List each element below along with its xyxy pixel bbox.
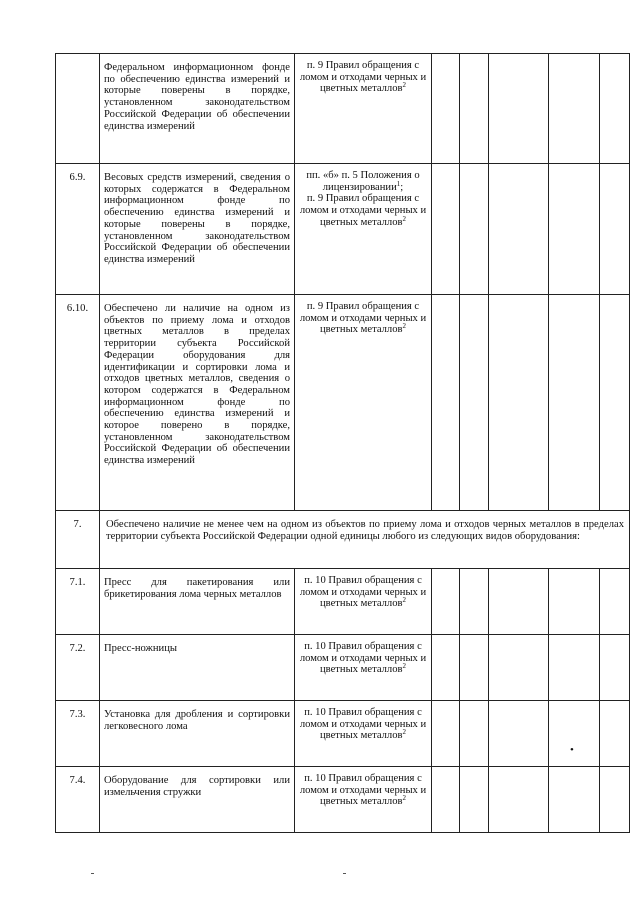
legal-reference (295, 701, 432, 767)
answer-cell (600, 635, 630, 701)
answer-cell (460, 164, 489, 295)
answer-cell (432, 164, 460, 295)
table-row (56, 54, 630, 164)
reference-item (297, 575, 429, 610)
answer-cell (460, 54, 489, 164)
requirement-text: Весовых средств измерений, сведения о которых содержатся в Федеральном информационном фонде по обеспечению единства измерений и которые поверены в порядке, установленном законодательством Российской Федерации об обеспечении единства измерений (100, 164, 295, 295)
scan-speck (343, 873, 346, 874)
reference-item (297, 60, 429, 95)
row-number: 6.9. (56, 164, 100, 295)
answer-cell (432, 635, 460, 701)
answer-cell (549, 635, 600, 701)
row-number: 7.3. (56, 701, 100, 767)
legal-reference (295, 767, 432, 833)
answer-cell (600, 569, 630, 635)
reference-item (297, 641, 429, 676)
requirement-text: Пресс-ножницы (100, 635, 295, 701)
reference-text: пп. «б» п. 5 Положения о лицензировании (306, 170, 420, 193)
reference-text: п. 10 Правил обращения с ломом и отходами черных и цветных металлов (299, 773, 427, 808)
answer-cell (600, 767, 630, 833)
answer-cell (549, 295, 600, 511)
scan-speck (91, 873, 94, 874)
answer-cell (489, 164, 549, 295)
answer-cell (489, 54, 549, 164)
reference-text: п. 9 Правил обращения с ломом и отходами черных и цветных металлов (299, 301, 427, 336)
answer-cell (432, 295, 460, 511)
row-number: 7.4. (56, 767, 100, 833)
table-row (56, 701, 630, 767)
requirement-text: Оборудование для сортировки или измельчения стружки (100, 767, 295, 833)
requirement-text: Обеспечено ли наличие на одном из объектов по приему лома и отходов цветных металлов в пределах территории субъекта Российской Федерации оборудования для идентификации и сортировки лома и отходов цветных металлов, сведения о котором содержатся в Федеральном информационном фонде по обеспечению единства измерений и которое поверено в порядке, установленном законодательством Российской Федерации об обеспечении единства измерений (100, 295, 295, 511)
section-row (56, 511, 630, 569)
row-number: 7.2. (56, 635, 100, 701)
footnote-mark: 1 (396, 179, 401, 188)
footnote-mark: 2 (402, 662, 406, 671)
row-number (56, 54, 100, 164)
answer-cell (460, 767, 489, 833)
reference-punct: ; (400, 181, 404, 193)
reference-item (297, 170, 429, 193)
answer-cell (489, 701, 549, 767)
legal-reference (295, 164, 432, 295)
footnote-mark: 2 (402, 214, 406, 223)
answer-cell (549, 164, 600, 295)
answer-cell (432, 54, 460, 164)
row-number: 6.10. (56, 295, 100, 511)
requirement-text: Пресс для пакетирования или брикетирования лома черных металлов (100, 569, 295, 635)
requirement-text: Федеральном информационном фонде по обеспечению единства измерений и которые поверены в порядке, установленном законодательством Российской Федерации об обеспечении единства измерений (100, 54, 295, 164)
section-number: 7. (56, 511, 100, 569)
answer-cell (432, 569, 460, 635)
reference-item (297, 707, 429, 742)
answer-cell (432, 701, 460, 767)
answer-cell (600, 701, 630, 767)
section-text: Обеспечено наличие не менее чем на одном из объектов по приему лома и отходов черных металлов в пределах территории субъекта Российской Федерации одной единицы любого из следующих видов оборудования: (100, 511, 630, 569)
answer-cell (549, 701, 600, 767)
legal-reference (295, 569, 432, 635)
stray-mark: • (570, 744, 574, 756)
table-row (56, 164, 630, 295)
answer-cell (432, 767, 460, 833)
answer-cell (489, 635, 549, 701)
answer-cell (460, 635, 489, 701)
reference-text: п. 9 Правил обращения с ломом и отходами черных и цветных металлов (299, 193, 427, 228)
footnote-mark: 2 (402, 794, 406, 803)
answer-cell (489, 569, 549, 635)
answer-cell (549, 54, 600, 164)
checklist-table (55, 53, 630, 833)
table-row (56, 767, 630, 833)
checklist-body (56, 54, 630, 833)
answer-cell (600, 54, 630, 164)
reference-item (297, 301, 429, 336)
reference-text: п. 10 Правил обращения с ломом и отходами черных и цветных металлов (299, 575, 427, 610)
answer-cell (460, 295, 489, 511)
requirement-text: Установка для дробления и сортировки легковесного лома (100, 701, 295, 767)
answer-cell (460, 701, 489, 767)
footnote-mark: 2 (402, 596, 406, 605)
answer-cell (600, 295, 630, 511)
table-row (56, 635, 630, 701)
table-row (56, 569, 630, 635)
reference-text: п. 10 Правил обращения с ломом и отходами черных и цветных металлов (299, 707, 427, 742)
answer-cell (489, 295, 549, 511)
table-row (56, 295, 630, 511)
footnote-mark: 2 (402, 322, 406, 331)
row-number: 7.1. (56, 569, 100, 635)
answer-cell (549, 767, 600, 833)
legal-reference (295, 54, 432, 164)
answer-cell (460, 569, 489, 635)
reference-text: п. 10 Правил обращения с ломом и отходами черных и цветных металлов (299, 641, 427, 676)
legal-reference (295, 635, 432, 701)
reference-item (297, 773, 429, 808)
reference-text: п. 9 Правил обращения с ломом и отходами черных и цветных металлов (299, 60, 427, 95)
reference-item (297, 193, 429, 228)
legal-reference (295, 295, 432, 511)
answer-cell (600, 164, 630, 295)
answer-cell (549, 569, 600, 635)
footnote-mark: 2 (402, 81, 406, 90)
footnote-mark: 2 (402, 728, 406, 737)
answer-cell (489, 767, 549, 833)
